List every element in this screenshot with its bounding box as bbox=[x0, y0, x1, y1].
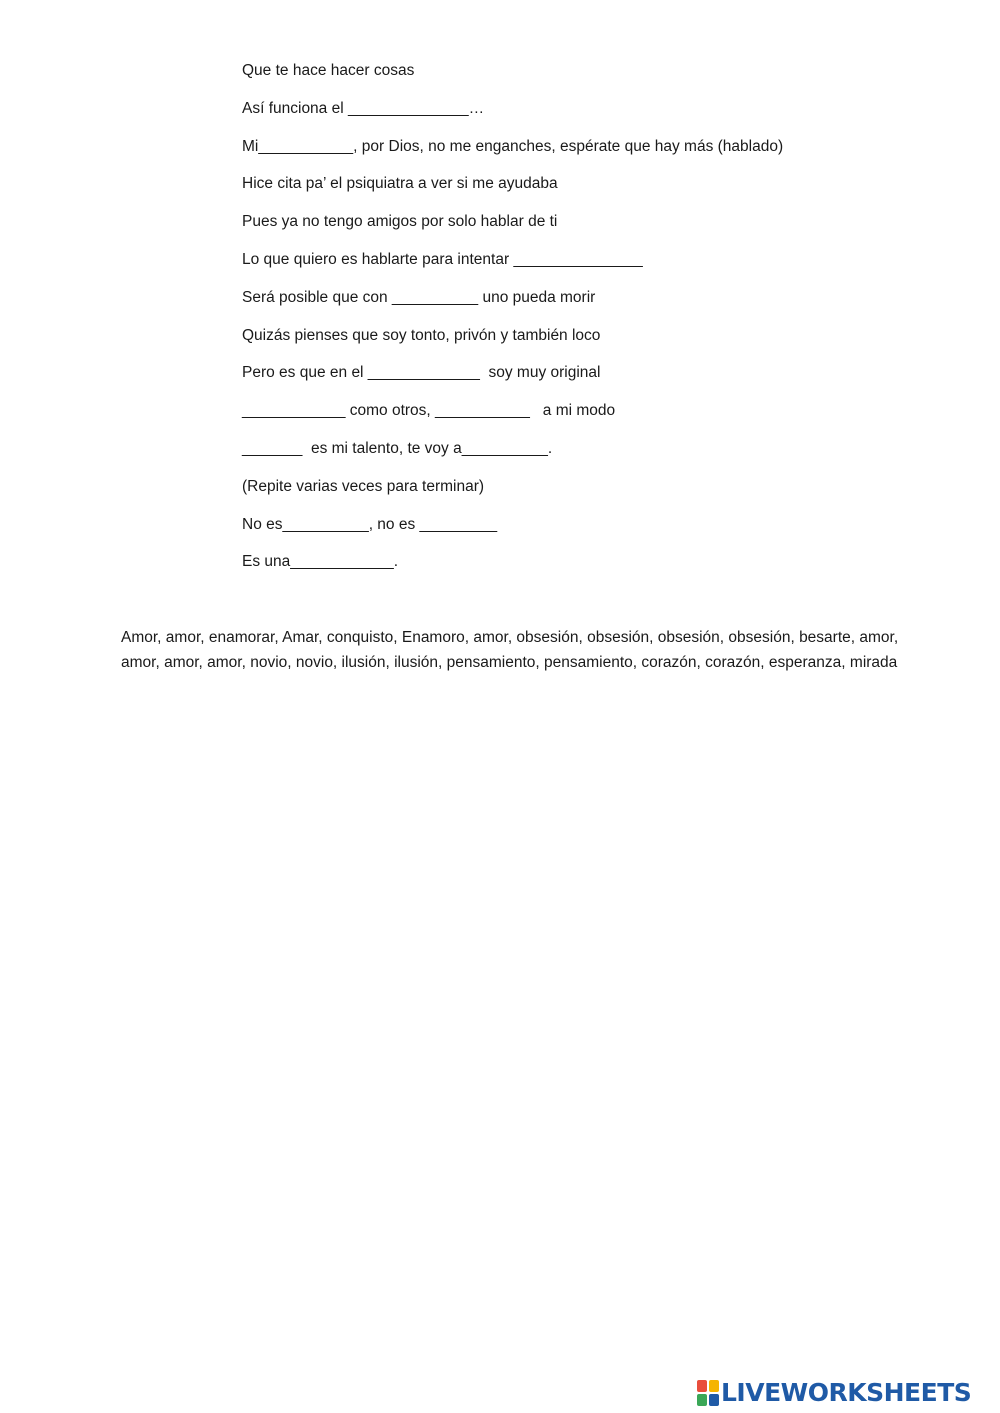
logo-mark-cell bbox=[697, 1380, 707, 1392]
word-bank: Amor, amor, enamorar, Amar, conquisto, Enamoro, amor, obsesión, obsesión, obsesión, obsesión, besarte, amor, amor, amor, amor, novio, novio, ilusión, ilusión, pensamiento, pensamiento, corazón, corazón, esperanza, mirada bbox=[121, 629, 899, 671]
lyric-line: Pero es que en el _____________ soy muy original bbox=[242, 364, 601, 382]
lyric-line: Mi___________, por Dios, no me enganches, espérate que hay más (hablado) bbox=[242, 137, 784, 155]
lyric-line: Hice cita pa’ el psiquiatra a ver si me ayudaba bbox=[242, 175, 558, 193]
lyric-line: Quizás pienses que soy tonto, privón y también loco bbox=[242, 326, 601, 344]
liveworksheets-logo[interactable] bbox=[697, 1378, 971, 1408]
lyric-line: ____________ como otros, ___________ a mi modo bbox=[242, 402, 616, 420]
lyric-line: Será posible que con __________ uno pueda morir bbox=[242, 288, 596, 306]
lyric-line: (Repite varias veces para terminar) bbox=[242, 477, 485, 495]
lyric-line: Que te hace hacer cosas bbox=[242, 62, 415, 79]
lyric-line: Es una____________. bbox=[242, 553, 399, 571]
lyric-line: Lo que quiero es hablarte para intentar _______________ bbox=[242, 250, 643, 268]
lyrics-list bbox=[242, 60, 942, 589]
lyric-line: No es__________, no es _________ bbox=[242, 515, 498, 533]
logo-mark-cell bbox=[709, 1380, 719, 1392]
logo-text: LIVEWORKSHEETS bbox=[721, 1378, 972, 1407]
lyric-line: Pues ya no tengo amigos por solo hablar de ti bbox=[242, 213, 558, 231]
logo-mark-cell bbox=[697, 1394, 707, 1406]
lyric-line: Así funciona el ______________… bbox=[242, 99, 485, 117]
logo-mark-icon bbox=[697, 1380, 719, 1406]
lyric-line: _______ es mi talento, te voy a__________. bbox=[242, 439, 553, 457]
logo-mark-cell bbox=[709, 1394, 719, 1406]
